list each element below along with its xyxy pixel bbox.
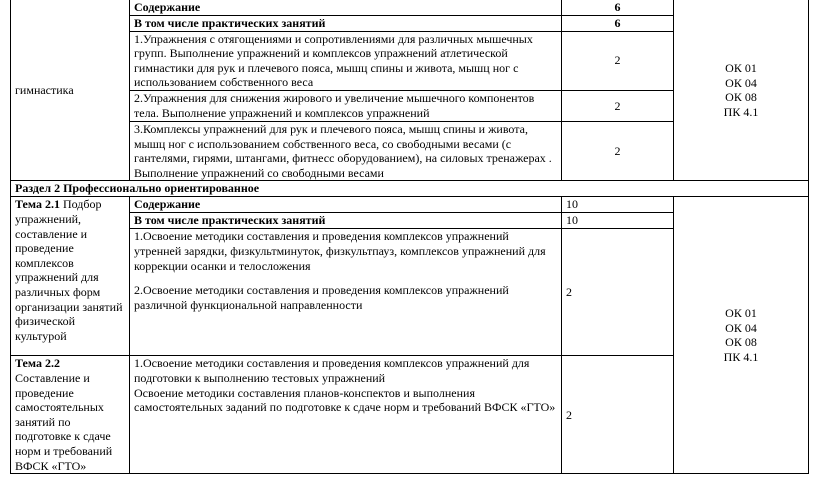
lesson-hours: 2 [562, 90, 674, 121]
content-hours: 10 [562, 197, 674, 213]
lesson-text [130, 229, 562, 356]
content-hours: 6 [562, 0, 674, 16]
topic-title: гимнастика [11, 0, 130, 181]
lesson-item: 1.Освоение методики составления и проведения комплексов упражнений утренней зарядки, физкультминуток, физкультпауз, комплексов упражнений для коррекции осанки и телосложения [134, 229, 546, 273]
section-title: Раздел 2 Профессионально ориентированное [11, 181, 809, 197]
lesson-text: 3.Комплексы упражнений для рук и плечевого пояса, мышц спины и живота, мышц ног с использованием собственного веса, со свободными весами (с гантелями, гирями, штангами, фитнесс оборудованием), на силовых тренажерах . Выполнение упражнений со свободными весами [130, 121, 562, 180]
competency: ОК 04 [725, 320, 757, 335]
competency: ОК 08 [725, 335, 757, 350]
lesson-text: 1.Упражнения с отягощениями и сопротивлениями для различных мышечных групп. Выполнение упражнений и комплексов упражнений атлетической гимнастики для рук и плечевого пояса, мышц спины и живота, мышц ног с использованием собственного веса [130, 31, 562, 90]
practice-hours: 10 [562, 213, 674, 229]
lesson-item: 2.Освоение методики составления и проведения комплексов упражнений различной функциональной направленности [134, 283, 509, 312]
competency: ОК 01 [725, 306, 757, 321]
lesson-item: Освоение методики составления планов-конспектов и выполнения самостоятельных заданий по подготовке к сдаче норм и требований ВФСК «ГТО» [134, 385, 556, 415]
lesson-text [130, 356, 562, 474]
competency: ПК 4.1 [723, 104, 759, 119]
lesson-text: 2.Упражнения для снижения жирового и увеличение мышечного компонентов тела. Выполнение упражнений и комплексов упражнений [130, 90, 562, 121]
competency: ОК 08 [725, 90, 757, 105]
topic-label: Тема 2.2 [15, 356, 60, 371]
practice-hours: 6 [562, 16, 674, 32]
practice-label: В том числе практических занятий [130, 213, 562, 229]
competency: ОК 04 [725, 75, 757, 90]
topic-2-2-title [11, 356, 130, 474]
topic-name: Подбор упражнений, составление и проведение комплексов упражнений для различных форм организации занятий физической культурой [15, 197, 123, 343]
competency: ПК 4.1 [723, 349, 759, 364]
lesson-hours: 2 [562, 121, 674, 180]
topic-2-1-title [11, 197, 130, 356]
competency: ОК 01 [725, 60, 757, 75]
competencies-cell [674, 197, 809, 474]
content-label: Содержание [130, 0, 562, 16]
lesson-hours: 2 [562, 356, 674, 474]
lesson-hours: 2 [562, 229, 674, 356]
curriculum-table [10, 0, 809, 474]
lesson-hours: 2 [562, 31, 674, 90]
lesson-item: 1.Освоение методики составления и проведения комплексов упражнений для подготовки к выполнению тестовых упражнений [134, 356, 530, 385]
topic-name: Составление и проведение самостоятельных занятий по подготовке к сдаче норм и требований ВФСК «ГТО» [15, 370, 113, 473]
competencies-cell [674, 0, 809, 181]
content-label: Содержание [130, 197, 562, 213]
topic-label: Тема 2.1 [15, 197, 60, 212]
practice-label: В том числе практических занятий [130, 16, 562, 32]
